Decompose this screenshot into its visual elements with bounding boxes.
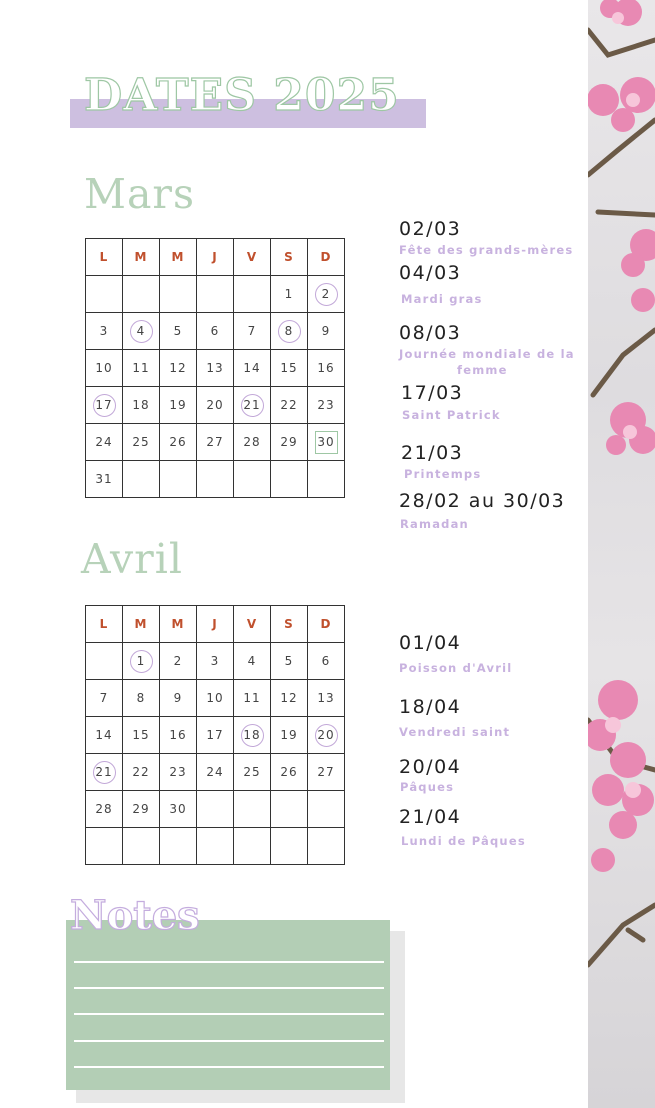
calendar-avril [85,605,345,865]
cherry-blossom-image [588,0,655,1108]
calendar-day-number: 7 [99,690,109,705]
calendar-day-cell [160,350,197,387]
event-label: Lundi de Pâques [401,834,526,848]
calendar-day-number: 26 [169,434,187,449]
calendar-empty-cell [123,461,160,498]
calendar-day-number: 20 [315,724,338,747]
calendar-day-cell [234,754,271,791]
calendar-day-cell [86,717,123,754]
calendar-week-row [86,643,345,680]
calendar-day-number: 19 [169,397,187,412]
weekday-header: S [271,606,308,643]
calendar-day-number: 17 [206,727,224,742]
calendar-day-cell [308,424,345,461]
calendar-day-number: 21 [93,761,116,784]
calendar-day-cell [234,643,271,680]
calendar-day-number: 22 [132,764,150,779]
event-label: Poisson d'Avril [399,661,513,675]
notes-line [74,961,384,963]
calendar-empty-cell [123,276,160,313]
calendar-day-cell [308,643,345,680]
notes-line [74,1066,384,1068]
calendar-day-cell [234,350,271,387]
calendar-day-cell [86,424,123,461]
calendar-day-number: 12 [280,690,298,705]
calendar-day-number: 7 [247,323,257,338]
event-date: 28/02 au 30/03 [399,490,566,512]
calendar-day-cell [308,276,345,313]
calendar-day-number: 5 [173,323,183,338]
calendar-day-cell [271,680,308,717]
calendar-day-cell [160,791,197,828]
calendar-week-row [86,828,345,865]
calendar-day-number: 10 [206,690,224,705]
calendar-day-cell [160,313,197,350]
notes-box[interactable] [66,920,390,1090]
calendar-week-row [86,424,345,461]
calendar-empty-cell [308,828,345,865]
event-label: Mardi gras [401,292,483,306]
calendar-empty-cell [160,276,197,313]
calendar-day-cell [123,424,160,461]
calendar-empty-cell [197,828,234,865]
calendar-day-number: 10 [95,360,113,375]
calendar-day-cell [271,387,308,424]
event-date: 18/04 [399,696,462,718]
calendar-day-cell [197,754,234,791]
event-label: femme [457,363,508,377]
calendar-week-row [86,276,345,313]
calendar-day-cell [86,313,123,350]
calendar-week-row [86,350,345,387]
event-label: Journée mondiale de la [399,347,575,361]
calendar-day-cell [160,387,197,424]
calendar-day-cell [160,643,197,680]
event-label: Printemps [404,467,482,481]
weekday-header: M [123,239,160,276]
page-title: DATES 2025 [84,70,400,121]
weekday-header: D [308,606,345,643]
event-date: 08/03 [399,322,462,344]
calendar-day-cell [197,387,234,424]
calendar-day-cell [160,754,197,791]
calendar-day-cell [308,387,345,424]
calendar-empty-cell [271,828,308,865]
calendar-day-cell [123,754,160,791]
weekday-header-row [86,606,345,643]
calendar-day-number: 24 [206,764,224,779]
calendar-week-row [86,461,345,498]
calendar-day-cell [234,717,271,754]
month-title-mars: Mars [84,170,196,218]
calendar-week-row [86,717,345,754]
calendar-day-cell [123,717,160,754]
calendar-day-number: 9 [321,323,331,338]
calendar-day-cell [234,387,271,424]
calendar-day-number: 14 [95,727,113,742]
calendar-week-row [86,791,345,828]
calendar-day-number: 31 [95,471,113,486]
calendar-day-cell [271,717,308,754]
calendar-day-number: 21 [241,394,264,417]
calendar-day-cell [234,680,271,717]
calendar-day-cell [160,680,197,717]
calendar-day-number: 3 [99,323,109,338]
calendar-day-cell [86,387,123,424]
calendar-day-number: 19 [280,727,298,742]
calendar-day-cell [197,350,234,387]
calendar-day-number: 4 [130,320,153,343]
calendar-day-cell [308,680,345,717]
calendar-week-row [86,754,345,791]
event-label: Ramadan [400,517,469,531]
calendar-day-number: 1 [130,650,153,673]
weekday-header: M [160,606,197,643]
calendar-empty-cell [234,461,271,498]
calendar-day-cell [197,717,234,754]
event-date: 21/03 [401,442,464,464]
calendar-day-number: 25 [243,764,261,779]
calendar-empty-cell [86,276,123,313]
notes-title: Notes [70,892,200,939]
calendar-day-number: 24 [95,434,113,449]
calendar-empty-cell [197,276,234,313]
event-label: Pâques [400,780,455,794]
calendar-day-cell [123,387,160,424]
calendar-day-cell [160,717,197,754]
calendar-day-cell [86,754,123,791]
weekday-header: L [86,239,123,276]
calendar-empty-cell [197,791,234,828]
event-label: Saint Patrick [402,408,501,422]
calendar-day-number: 28 [243,434,261,449]
calendar-day-cell [86,680,123,717]
calendar-empty-cell [234,791,271,828]
event-label: Fête des grands-mères [399,243,574,257]
calendar-day-cell [123,350,160,387]
weekday-header: V [234,239,271,276]
calendar-day-cell [271,643,308,680]
calendar-day-number: 29 [280,434,298,449]
calendar-day-number: 16 [169,727,187,742]
calendar-day-number: 11 [132,360,150,375]
weekday-header: V [234,606,271,643]
calendar-day-cell [123,680,160,717]
notes-line [74,1040,384,1042]
calendar-empty-cell [234,828,271,865]
calendar-day-number: 30 [315,431,338,454]
calendar-empty-cell [234,276,271,313]
calendar-day-number: 2 [315,283,338,306]
calendar-day-number: 9 [173,690,183,705]
calendar-day-number: 29 [132,801,150,816]
calendar-day-number: 17 [93,394,116,417]
calendar-mars [85,238,345,498]
notes-line [74,987,384,989]
calendar-day-cell [271,350,308,387]
calendar-week-row [86,387,345,424]
event-label: Vendredi saint [399,725,511,739]
calendar-empty-cell [197,461,234,498]
calendar-day-cell [123,791,160,828]
calendar-day-number: 12 [169,360,187,375]
cherry-blossom-illustration [588,0,655,1108]
calendar-day-number: 23 [317,397,335,412]
calendar-day-cell [308,717,345,754]
calendar-day-number: 27 [206,434,224,449]
calendar-week-row [86,313,345,350]
calendar-day-number: 15 [280,360,298,375]
calendar-day-cell [271,313,308,350]
calendar-empty-cell [308,791,345,828]
calendar-day-number: 20 [206,397,224,412]
calendar-day-cell [234,424,271,461]
weekday-header: J [197,606,234,643]
calendar-day-number: 13 [317,690,335,705]
weekday-header: J [197,239,234,276]
calendar-day-number: 8 [278,320,301,343]
calendar-empty-cell [160,461,197,498]
calendar-day-cell [197,313,234,350]
calendar-day-number: 22 [280,397,298,412]
calendar-day-cell [271,424,308,461]
weekday-header: S [271,239,308,276]
event-date: 17/03 [401,382,464,404]
calendar-day-number: 28 [95,801,113,816]
calendar-day-number: 11 [243,690,261,705]
weekday-header: M [160,239,197,276]
event-date: 01/04 [399,632,462,654]
calendar-empty-cell [308,461,345,498]
calendar-day-cell [308,350,345,387]
calendar-day-number: 5 [284,653,294,668]
calendar-day-cell [86,461,123,498]
calendar-day-number: 6 [210,323,220,338]
calendar-day-number: 1 [284,286,294,301]
calendar-empty-cell [123,828,160,865]
calendar-day-cell [308,754,345,791]
calendar-day-cell [197,680,234,717]
calendar-day-number: 8 [136,690,146,705]
calendar-day-number: 18 [241,724,264,747]
calendar-day-cell [308,313,345,350]
calendar-day-number: 23 [169,764,187,779]
calendar-day-number: 13 [206,360,224,375]
calendar-empty-cell [86,828,123,865]
calendar-week-row [86,680,345,717]
calendar-day-cell [234,313,271,350]
calendar-day-number: 3 [210,653,220,668]
calendar-day-cell [123,313,160,350]
calendar-day-number: 27 [317,764,335,779]
calendar-day-number: 4 [247,653,257,668]
event-date: 04/03 [399,262,462,284]
weekday-header: M [123,606,160,643]
calendar-day-number: 6 [321,653,331,668]
calendar-day-cell [160,424,197,461]
calendar-empty-cell [271,461,308,498]
calendar-day-number: 15 [132,727,150,742]
weekday-header: D [308,239,345,276]
calendar-empty-cell [271,791,308,828]
event-date: 02/03 [399,218,462,240]
calendar-day-cell [86,791,123,828]
event-date: 20/04 [399,756,462,778]
notes-line [74,1013,384,1015]
calendar-day-cell [197,424,234,461]
calendar-empty-cell [86,643,123,680]
weekday-header-row [86,239,345,276]
calendar-day-cell [271,754,308,791]
calendar-day-number: 25 [132,434,150,449]
event-date: 21/04 [399,806,462,828]
calendar-day-cell [271,276,308,313]
calendar-day-number: 2 [173,653,183,668]
calendar-empty-cell [160,828,197,865]
calendar-day-number: 26 [280,764,298,779]
weekday-header: L [86,606,123,643]
calendar-day-cell [197,643,234,680]
calendar-day-number: 16 [317,360,335,375]
calendar-day-number: 14 [243,360,261,375]
calendar-day-cell [123,643,160,680]
calendar-day-number: 18 [132,397,150,412]
month-title-avril: Avril [81,535,183,583]
calendar-day-number: 30 [169,801,187,816]
calendar-day-cell [86,350,123,387]
